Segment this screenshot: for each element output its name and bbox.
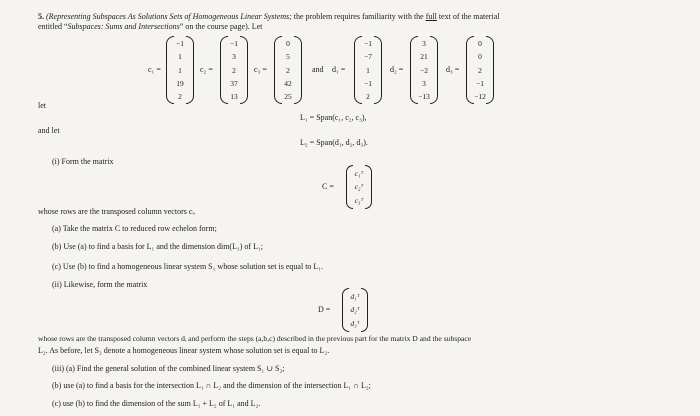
c1-entry: −1 bbox=[176, 39, 184, 48]
c2-vector bbox=[222, 39, 246, 101]
part-i-b: (b) Use (a) to find a basis for L₁ and the dimension dim(L₁) of L₁; bbox=[52, 242, 263, 251]
c2-entry: 37 bbox=[230, 78, 238, 88]
matrix-C-row: c₁ᵀ bbox=[354, 169, 364, 179]
d2-entry: −2 bbox=[420, 65, 428, 75]
c3-entry: 0 bbox=[286, 39, 290, 48]
d2-entry: −13 bbox=[418, 92, 430, 101]
problem-intro: the problem requires familiarity with the bbox=[293, 12, 424, 21]
d1-entry: −1 bbox=[364, 39, 372, 48]
d3-vector bbox=[468, 39, 492, 101]
problem-number: 5. bbox=[38, 12, 44, 21]
part-iii-a: (iii) (a) Find the general solution of the combined linear system S₁ ∪ S₂; bbox=[52, 364, 285, 373]
matrix-D bbox=[344, 290, 366, 330]
c1-entry: 1 bbox=[178, 65, 182, 75]
part-iii-c: (c) use (b) to find the dimension of the sum L₁ + L₂ of L₁ and L₂. bbox=[52, 399, 261, 408]
part-i-a: (a) Take the matrix C to reduced row echelon form; bbox=[52, 224, 217, 233]
part-ii-text-1: whose rows are the transposed column vectors dᵢ and perform the steps (a,b,c) described in the previous part for the matrix D and the subspace bbox=[38, 334, 472, 343]
let-text: let bbox=[38, 101, 46, 110]
problem-line2 bbox=[38, 22, 262, 31]
c3-entry: 2 bbox=[286, 65, 290, 75]
c3-entry: 42 bbox=[284, 78, 292, 88]
c1-vector bbox=[168, 39, 192, 101]
part-iii-b: (b) use (a) to find a basis for the intersection L₁ ∩ L₂ and the dimension of the intersection L₁ ∩ L₂; bbox=[52, 381, 371, 390]
d1-entry: −1 bbox=[364, 78, 372, 88]
problem-intro-end: text of the material bbox=[438, 12, 500, 21]
c2-entry: 3 bbox=[232, 52, 236, 62]
matrix-D-label: D = bbox=[318, 305, 331, 314]
d3-entry: 2 bbox=[478, 65, 482, 75]
full-word: full bbox=[425, 12, 437, 21]
and-word: and bbox=[312, 65, 324, 74]
matrix-C-label: C = bbox=[322, 182, 334, 191]
c2-entry: 13 bbox=[230, 92, 238, 101]
d1-entry: −7 bbox=[364, 52, 372, 62]
d1-entry: 1 bbox=[366, 65, 370, 75]
matrix-C-row: c₃ᵀ bbox=[354, 195, 364, 205]
matrix-D-row: d₃ᵀ bbox=[350, 318, 360, 328]
part-i-c: (c) Use (b) to find a homogeneous linear system S₁ whose solution set is equal to L₁. bbox=[52, 262, 324, 271]
d2-label: d₂ = bbox=[390, 65, 404, 74]
d3-label: d₃ = bbox=[446, 65, 460, 74]
d1-vector bbox=[356, 39, 380, 101]
d2-vector bbox=[412, 39, 436, 101]
c3-entry: 5 bbox=[286, 52, 290, 62]
d2-entry: 21 bbox=[420, 52, 428, 62]
line2-post: ” on the course page). Let bbox=[179, 22, 263, 31]
part-ii-text-2: L₂. As before, let S₂ denote a homogeneous linear system whose solution set is equal to L₂. bbox=[38, 346, 330, 355]
matrix-D-row: d₁ᵀ bbox=[350, 292, 360, 302]
c3-entry: 25 bbox=[284, 92, 292, 101]
c1-entry: 2 bbox=[178, 92, 182, 101]
matrix-C-row: c₂ᵀ bbox=[354, 182, 364, 192]
and-let-text: and let bbox=[38, 126, 60, 135]
c2-entry: 2 bbox=[232, 65, 236, 75]
c2-label: c₂ = bbox=[200, 65, 213, 74]
c1-label: c₁ = bbox=[148, 65, 161, 74]
d2-entry: 3 bbox=[422, 78, 426, 88]
d3-entry: −12 bbox=[474, 92, 486, 101]
matrix-D-row: d₂ᵀ bbox=[350, 305, 360, 315]
d3-entry: 0 bbox=[478, 39, 482, 48]
d3-entry: −1 bbox=[476, 78, 484, 88]
c1-entry: 1 bbox=[178, 52, 182, 62]
part-ii-label: (ii) Likewise, form the matrix bbox=[52, 280, 148, 289]
c3-vector bbox=[276, 39, 300, 101]
c2-entry: −1 bbox=[230, 39, 238, 48]
problem-title: (Representing Subspaces As Solutions Sets of Homogeneous Linear Systems; bbox=[46, 12, 292, 21]
matrix-C bbox=[348, 167, 370, 207]
part-i-label: (i) Form the matrix bbox=[52, 157, 114, 166]
problem-header bbox=[38, 12, 499, 21]
and-text bbox=[312, 65, 324, 74]
d2-entry: 3 bbox=[422, 39, 426, 48]
line2-pre: entitled “ bbox=[38, 22, 68, 31]
d1-label: d₁ = bbox=[332, 65, 346, 74]
part-i-rows-text: whose rows are the transposed column vectors cᵢ. bbox=[38, 207, 196, 216]
d1-entry: 2 bbox=[366, 92, 370, 101]
c3-label: c₃ = bbox=[254, 65, 267, 74]
line2-title: Subspaces: Sums and Intersections bbox=[67, 22, 180, 31]
L2-definition: L₂ = Span(d₁, d₂, d₃). bbox=[300, 138, 368, 147]
c1-entry: 19 bbox=[176, 78, 184, 88]
d3-entry: 0 bbox=[478, 52, 482, 62]
L1-definition: L₁ = Span(c₁, c₂, c₃), bbox=[300, 113, 367, 122]
